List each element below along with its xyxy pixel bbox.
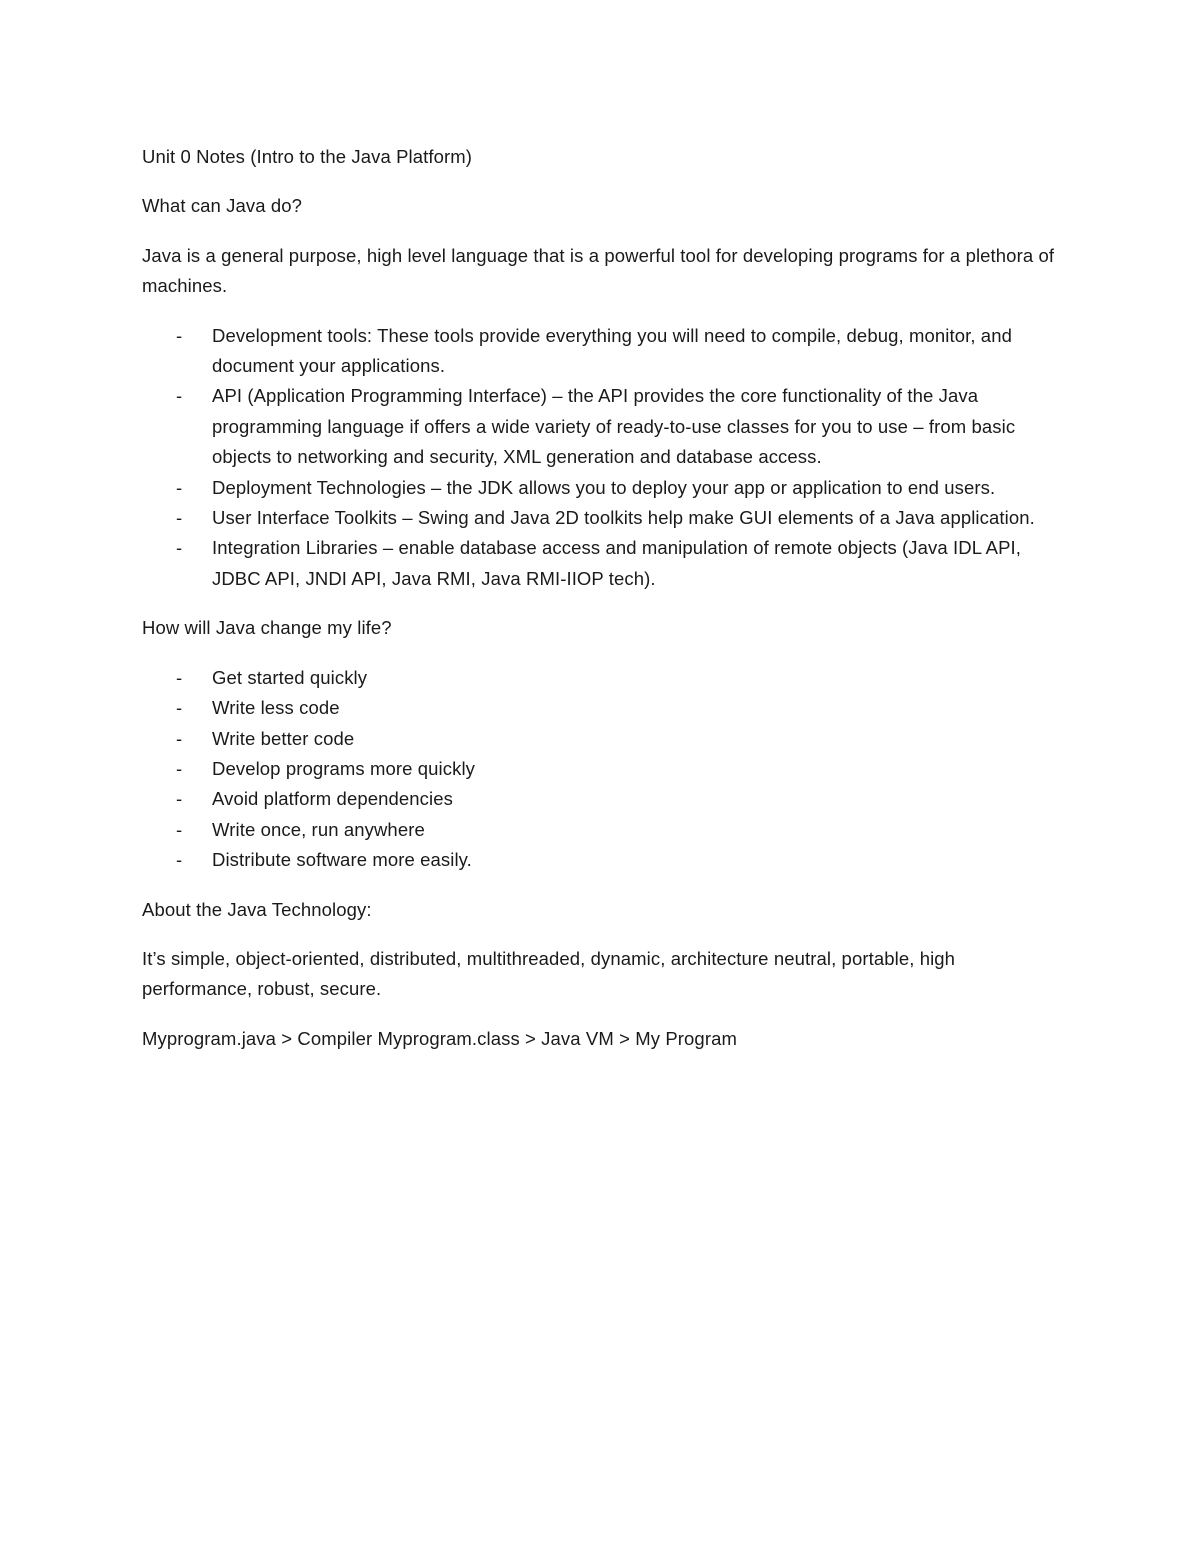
list-item [142,693,1062,723]
java-characteristics-paragraph: It’s simple, object-oriented, distributed, multithreaded, dynamic, architecture neutral, portable, high performance, robust, secure. [142,947,956,1000]
dash-bullet: - [176,324,183,346]
list-item [142,381,1062,472]
java-benefits-list [142,663,1062,876]
list-item [142,754,1062,784]
list-item-text: Development tools: These tools provide everything you will need to compile, debug, monitor, and document your applications. [212,324,1012,377]
list-item [142,533,1062,594]
section-heading-what-can-java-do: What can Java do? [142,195,303,217]
document-body [142,142,1062,1073]
list-item-text: Avoid platform dependencies [212,788,453,810]
list-item-text: Get started quickly [212,666,368,688]
dash-bullet: - [176,507,183,529]
dash-bullet: - [176,788,183,810]
section-heading-how-will-java-change-my-life: How will Java change my life? [142,617,392,639]
list-item-text: User Interface Toolkits – Swing and Java 2D toolkits help make GUI elements of a Java application. [212,507,1035,529]
compilation-flow-line: Myprogram.java > Compiler Myprogram.class > Java VM > My Program [142,1027,737,1049]
java-capabilities-list [142,321,1062,595]
list-item-text: Write less code [212,697,340,719]
dash-bullet: - [176,818,183,840]
dash-bullet: - [176,727,183,749]
dash-bullet: - [176,697,183,719]
list-item-text: Distribute software more easily. [212,849,472,871]
list-item [142,321,1062,382]
list-item-text: Integration Libraries – enable database access and manipulation of remote objects (Java IDL API, JDBC API, JNDI API, Java RMI, Java RMI-IIOP tech). [212,537,1022,589]
list-item-text: Develop programs more quickly [212,757,476,779]
list-item [142,663,1062,693]
dash-bullet: - [176,385,183,407]
intro-paragraph: Java is a general purpose, high level language that is a powerful tool for developing programs for a plethora of machines. [142,244,1055,297]
section-heading-about-java-technology: About the Java Technology: [142,898,372,920]
list-item [142,815,1062,845]
list-item [142,784,1062,814]
list-item [142,473,1062,503]
list-item [142,503,1062,533]
list-item-text: Deployment Technologies – the JDK allows you to deploy your app or application to end users. [212,476,996,498]
dash-bullet: - [176,666,183,688]
list-item [142,845,1062,875]
list-item [142,724,1062,754]
dash-bullet: - [176,849,183,871]
dash-bullet: - [176,537,183,559]
list-item-text: API (Application Programming Interface) – the API provides the core functionality of the Java programming language if offers a wide variety of ready-to-use classes for you to use – from basic objects to networking and security, XML generation and database access. [212,385,1016,468]
list-item-text: Write once, run anywhere [212,818,425,840]
dash-bullet: - [176,757,183,779]
document-title: Unit 0 Notes (Intro to the Java Platform) [142,146,473,167]
dash-bullet: - [176,476,183,498]
list-item-text: Write better code [212,727,355,749]
